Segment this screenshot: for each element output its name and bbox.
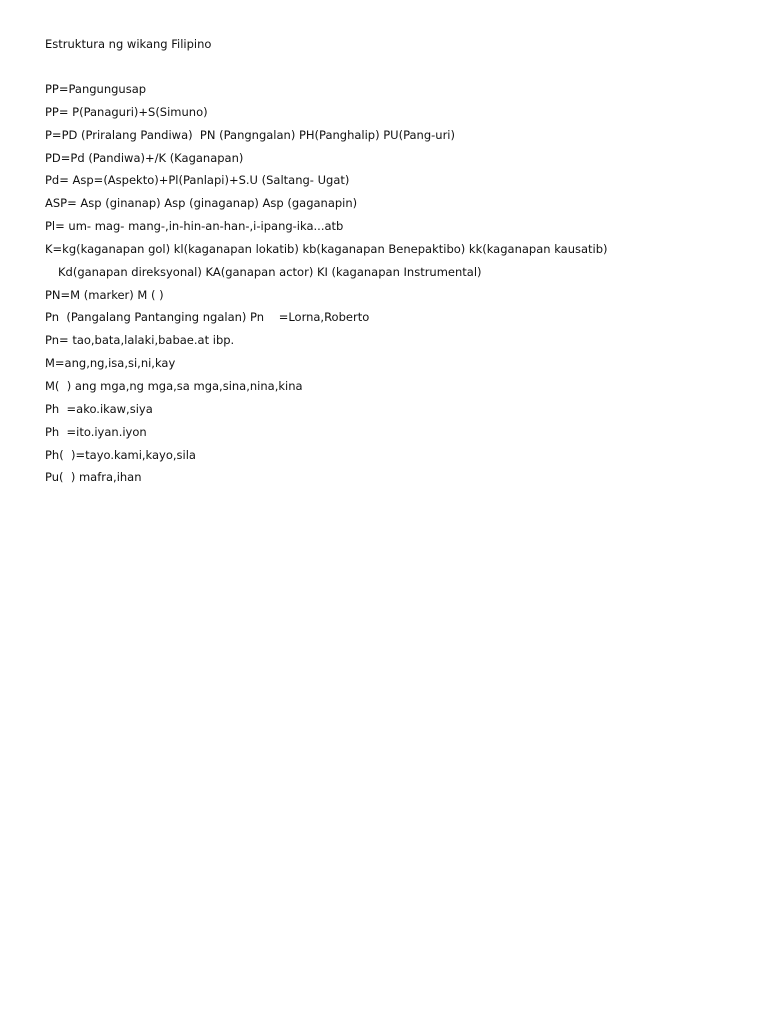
text-line: ASP= Asp (ginanap) Asp (ginaganap) Asp (gaganapin) — [45, 196, 358, 211]
text-line: PP=Pangungusap — [45, 82, 147, 96]
text-line: Ph( )=tayo.kami,kayo,sila — [45, 447, 196, 462]
text-line: PP= P(Panaguri)+S(Simuno) — [45, 104, 208, 119]
text-line: PD=Pd (Pandiwa)+/K (Kaganapan) — [45, 150, 244, 165]
text-line: Pn (Pangalang Pantanging ngalan) Pn =Lorna,Roberto — [45, 310, 370, 325]
text-line: PN=M (marker) M ( ) — [45, 287, 164, 302]
text-line: Ph =ito.iyan.iyon — [45, 424, 147, 439]
document-body — [45, 81, 608, 492]
text-line: Pu( ) mafra,ihan — [45, 470, 142, 485]
text-line: M( ) ang mga,ng mga,sa mga,sina,nina,kina — [45, 378, 303, 393]
text-line: Kd(ganapan direksyonal) KA(ganapan actor) KI (kaganapan Instrumental) — [58, 264, 482, 279]
text-line: Pd= Asp=(Aspekto)+Pl(Panlapi)+S.U (Saltang- Ugat) — [45, 173, 350, 188]
document-title: Estruktura ng wikang Filipino — [45, 37, 212, 51]
text-line: K=kg(kaganapan gol) kl(kaganapan lokatib) kb(kaganapan Benepaktibo) kk(kaganapan kausatib) — [45, 241, 608, 256]
text-line: Pl= um- mag- mang-,in-hin-an-han-,i-ipang-ika...atb — [45, 219, 344, 234]
text-line: Ph =ako.ikaw,siya — [45, 401, 153, 416]
text-line: P=PD (Priralang Pandiwa) PN (Pangngalan) PH(Panghalip) PU(Pang-uri) — [45, 127, 455, 142]
text-line: Pn= tao,bata,lalaki,babae.at ibp. — [45, 333, 235, 348]
text-line: M=ang,ng,isa,si,ni,kay — [45, 356, 176, 371]
